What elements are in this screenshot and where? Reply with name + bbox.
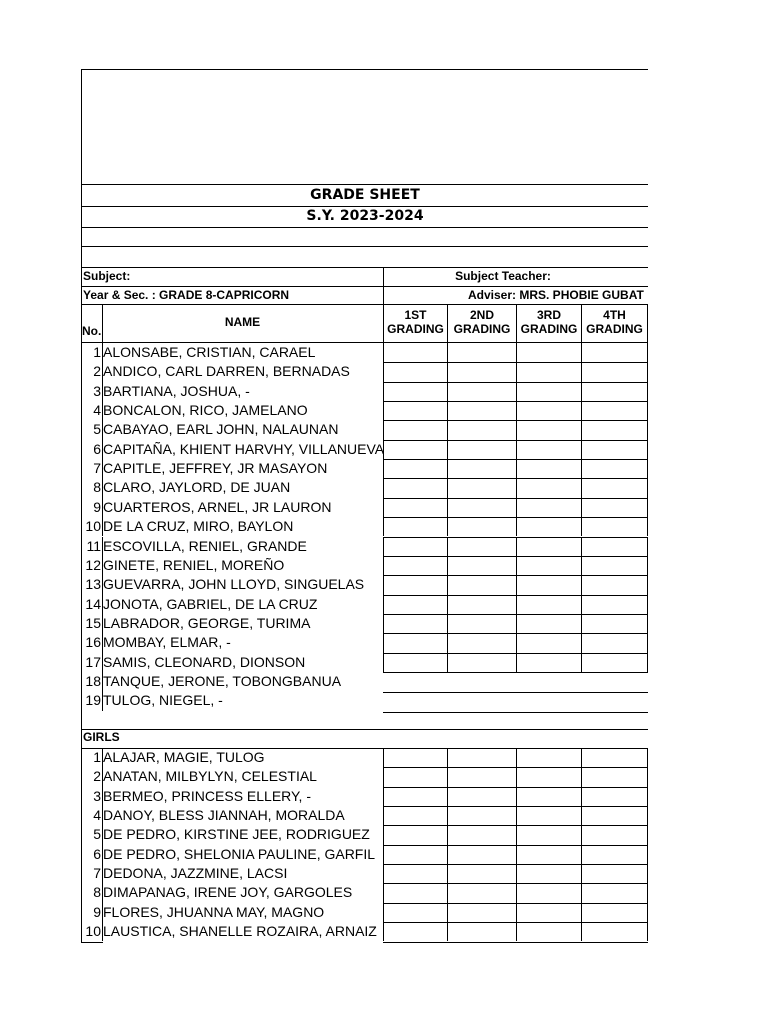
grade-cell-border [383,459,384,478]
grade-cell-border [447,478,448,497]
row-number: 3 [93,382,101,399]
grade-cell-border [383,614,384,633]
student-name: MOMBAY, ELMAR, - [103,634,231,651]
row-number: 11 [86,537,101,554]
year-section-label: Year & Sec. : GRADE 8-CAPRICORN [83,288,290,302]
grade-cell-border [383,382,384,401]
grade-cell-border [383,401,384,420]
divider [81,286,648,287]
grade-cell-border [516,420,517,439]
grade-cell-border [383,712,648,713]
column-header-3rd-grading [517,308,581,336]
student-name: TANQUE, JERONE, TOBONGBANUA [103,672,342,689]
page-title: GRADE SHEET [310,187,420,203]
header-line: GRADING [586,322,643,336]
row-number: 15 [85,614,101,631]
grade-cell-border [647,653,648,672]
divider [102,401,103,420]
grade-cell-border [383,478,384,497]
header-line: GRADING [387,322,444,336]
divider [102,304,103,342]
divider [102,498,103,517]
grade-cell-border [581,806,582,825]
student-name: LABRADOR, GEORGE, TURIMA [103,614,311,631]
divider [102,556,103,575]
grade-cell-border [383,845,384,864]
grade-cell-border [383,440,384,459]
grade-cell-border [447,556,448,575]
girls-section-label: GIRLS [83,730,120,744]
grade-cell-border [383,692,648,693]
grade-cell-border [647,806,648,825]
student-name: GINETE, RENIEL, MOREÑO [103,556,285,573]
divider [102,806,103,825]
divider [81,184,648,185]
grade-cell-border [581,864,582,883]
grade-cell-border [516,575,517,594]
header-line: GRADING [453,322,511,336]
grade-cell-border [647,420,648,439]
grade-cell-border [447,382,448,401]
student-name: DIMAPANAG, IRENE JOY, GARGOLES [103,884,353,901]
divider [102,595,103,614]
column-header-4th-grading [582,308,647,336]
grade-cell-border [581,478,582,497]
grade-cell-border [581,903,582,922]
student-name: GUEVARRA, JOHN LLOYD, SINGUELAS [103,576,365,593]
row-number: 6 [93,845,101,862]
grade-cell-border [383,748,384,767]
grade-cell-border [447,787,448,806]
student-name: DANOY, BLESS JIANNAH, MORALDA [103,807,345,824]
grade-cell-border [647,459,648,478]
grade-cell-border [447,517,448,536]
grade-cell-border [581,653,582,672]
grade-cell-border [581,498,582,517]
divider [102,614,103,633]
student-name: DE PEDRO, SHELONIA PAULINE, GARFIL [103,845,376,862]
divider [102,787,103,806]
row-number: 13 [85,576,101,593]
grade-cell-border [383,537,384,556]
grade-cell-border [447,498,448,517]
row-number: 5 [93,421,101,438]
row-number: 2 [93,363,101,380]
grade-cell-border [447,845,448,864]
row-number: 8 [93,479,101,496]
grade-cell-border [581,787,582,806]
grade-cell-border [383,595,384,614]
grade-cell-border [383,420,384,439]
grade-cell-border [383,556,384,575]
grade-cell-border [447,767,448,786]
grade-cell-border [516,845,517,864]
header-line: 2ND [469,308,494,322]
grade-cell-border [581,382,582,401]
grade-cell-border [516,595,517,614]
grade-cell-border [581,767,582,786]
grade-cell-border [647,614,648,633]
grade-cell-border [383,883,384,902]
grade-cell-border [447,614,448,633]
grade-cell-border [581,420,582,439]
grade-cell-border [647,401,648,420]
grade-cell-border [581,459,582,478]
adviser-label: Adviser: MRS. PHOBIE GUBAT [468,288,644,302]
grade-cell-border [516,537,517,556]
grade-cell-border [647,883,648,902]
grade-cell-border [581,825,582,844]
row-number: 10 [85,518,101,535]
grade-cell-border [383,517,384,536]
grade-cell-border [516,478,517,497]
divider [102,653,103,672]
divider [647,304,648,342]
grade-cell-border [447,903,448,922]
grade-cell-border [647,825,648,844]
row-number: 5 [93,826,101,843]
grade-cell-border [516,401,517,420]
row-number: 18 [85,672,101,689]
divider [102,478,103,497]
grade-cell-border [647,748,648,767]
grade-cell-border [647,556,648,575]
student-name: LAUSTICA, SHANELLE ROZAIRA, ARNAIZ [103,923,377,940]
grade-cell-border [516,864,517,883]
divider [102,845,103,864]
row-number: 4 [93,807,101,824]
divider [102,517,103,536]
student-name: DE LA CRUZ, MIRO, BAYLON [103,518,294,535]
column-header-1st-grading [384,308,447,336]
student-name: DE PEDRO, KIRSTINE JEE, RODRIGUEZ [103,826,370,843]
grade-cell-border [581,575,582,594]
divider [102,748,103,767]
divider [102,440,103,459]
row-number: 2 [93,768,101,785]
row-number: 4 [93,402,101,419]
divider [102,903,103,922]
divider [81,246,648,247]
grade-cell-border [447,883,448,902]
student-name: CAPITAÑA, KHIENT HARVHY, VILLANUEVA [103,440,385,457]
grade-cell-border [383,498,384,517]
row-number: 10 [85,923,101,940]
grade-cell-border [383,864,384,883]
row-number: 19 [85,692,101,709]
grade-cell-border [383,672,648,673]
grade-cell-border [383,343,384,362]
divider [102,864,103,883]
grade-cell-border [383,806,384,825]
grade-cell-border [516,517,517,536]
grade-cell-border [516,614,517,633]
student-name: ALONSABE, CRISTIAN, CARAEL [103,344,316,360]
grade-cell-border [647,382,648,401]
divider [81,267,648,268]
grade-cell-border [581,517,582,536]
grade-cell-border [516,922,517,941]
grade-cell-border [516,767,517,786]
row-number: 14 [85,595,101,612]
student-name: JONOTA, GABRIEL, DE LA CRUZ [103,595,318,612]
grade-cell-border [647,575,648,594]
grade-cell-border [581,556,582,575]
header-line: 3RD [536,308,561,322]
divider [102,922,103,941]
student-name: TULOG, NIEGEL, - [103,692,223,709]
grade-cell-border [516,556,517,575]
grade-cell-border [447,595,448,614]
grade-cell-border [581,440,582,459]
grade-cell-border [647,922,648,941]
grade-cell-border [383,767,384,786]
student-name: ALAJAR, MAGIE, TULOG [103,749,265,765]
grade-cell-border [647,903,648,922]
student-name: CUARTEROS, ARNEL, JR LAURON [103,498,332,515]
divider [81,206,648,207]
student-name: CAPITLE, JEFFREY, JR MASAYON [103,460,328,477]
grade-cell-border [647,362,648,381]
grade-cell-border [516,498,517,517]
grade-cell-border [581,401,582,420]
grade-cell-border [581,614,582,633]
student-name: SAMIS, CLEONARD, DIONSON [103,653,306,670]
divider [102,459,103,478]
row-number: 1 [93,344,101,360]
student-name: CLARO, JAYLORD, DE JUAN [103,479,291,496]
grade-cell-border [647,343,648,362]
grade-cell-border [647,537,648,556]
row-number: 9 [93,498,101,515]
grade-cell-border [447,401,448,420]
student-name: DEDONA, JAZZMINE, LACSI [103,865,288,882]
grade-cell-border [581,595,582,614]
grade-cell-border [647,478,648,497]
grade-cell-border [516,903,517,922]
row-number: 3 [93,787,101,804]
grade-cell-border [447,537,448,556]
grade-cell-border [647,767,648,786]
grade-cell-border [647,845,648,864]
grade-cell-border [516,748,517,767]
grade-cell-border [447,459,448,478]
student-name: BERMEO, PRINCESS ELLERY, - [103,787,311,804]
grade-cell-border [447,362,448,381]
grade-cell-border [383,362,384,381]
divider [102,362,103,381]
grade-cell-border [447,748,448,767]
divider [102,537,103,556]
column-header-name: NAME [224,315,261,329]
student-name: BARTIANA, JOSHUA, - [103,382,250,399]
grade-cell-border [581,633,582,652]
grade-cell-border [447,653,448,672]
divider [102,883,103,902]
grade-cell-border [383,903,384,922]
divider [102,343,103,362]
grade-cell-border [581,883,582,902]
grade-cell-border [581,748,582,767]
grade-cell-border [447,806,448,825]
grade-cell-border [383,825,384,844]
grade-cell-border [383,942,648,943]
grade-cell-border [447,633,448,652]
grade-cell-border [581,362,582,381]
student-name: ESCOVILLA, RENIEL, GRANDE [103,537,307,554]
grade-cell-border [516,883,517,902]
divider [102,420,103,439]
grade-cell-border [383,653,384,672]
divider [102,672,103,691]
divider [81,304,648,305]
student-name: ANATAN, MILBYLYN, CELESTIAL [103,768,317,785]
grade-cell-border [516,787,517,806]
divider [102,691,103,710]
divider [102,575,103,594]
grade-cell-border [647,498,648,517]
row-number: 7 [93,460,101,477]
grade-cell-border [516,343,517,362]
grade-cell-border [516,362,517,381]
header-line: GRADING [520,322,578,336]
student-name: CABAYAO, EARL JOHN, NALAUNAN [103,421,339,438]
grade-cell-border [516,382,517,401]
divider [81,942,103,943]
grade-cell-border [516,633,517,652]
grade-cell-border [647,864,648,883]
grade-cell-border [581,343,582,362]
row-number: 1 [93,749,101,765]
grade-cell-border [647,787,648,806]
grade-cell-border [581,537,582,556]
grade-cell-border [647,633,648,652]
grade-cell-border [516,459,517,478]
student-name: ANDICO, CARL DARREN, BERNADAS [103,363,350,380]
grade-cell-border [447,420,448,439]
grade-cell-border [447,343,448,362]
grade-cell-border [383,575,384,594]
row-number: 6 [93,440,101,457]
grade-cell-border [581,845,582,864]
grade-cell-border [647,595,648,614]
grade-cell-border [516,440,517,459]
column-header-no: No. [82,324,102,338]
row-number: 8 [93,884,101,901]
grade-cell-border [516,825,517,844]
row-number: 12 [85,556,101,573]
grade-cell-border [447,864,448,883]
student-name: FLORES, JHUANNA MAY, MAGNO [103,903,325,920]
grade-cell-border [516,806,517,825]
subject-teacher-label: Subject Teacher: [455,269,551,283]
grade-cell-border [383,633,384,652]
row-number: 16 [85,634,101,651]
sheet-top-border [81,69,648,70]
row-number: 7 [93,865,101,882]
grade-cell-border [447,440,448,459]
grade-cell-border [383,787,384,806]
grade-cell-border [516,653,517,672]
divider [102,382,103,401]
column-header-2nd-grading [448,308,516,336]
grade-cell-border [447,825,448,844]
divider [81,227,648,228]
grade-cell-border [447,922,448,941]
divider [102,825,103,844]
header-line: 4TH [603,308,626,322]
row-number: 9 [93,903,101,920]
divider [81,729,648,730]
school-year: S.Y. 2023-2024 [306,208,424,224]
student-name: BONCALON, RICO, JAMELANO [103,402,308,419]
subject-label: Subject: [83,269,131,283]
divider [102,633,103,652]
grade-cell-border [447,575,448,594]
divider [102,767,103,786]
grade-cell-border [383,922,384,941]
grade-cell-border [647,440,648,459]
grade-cell-border [581,922,582,941]
row-number: 17 [85,653,101,670]
header-line: 1ST [404,308,427,322]
grade-cell-border [647,517,648,536]
